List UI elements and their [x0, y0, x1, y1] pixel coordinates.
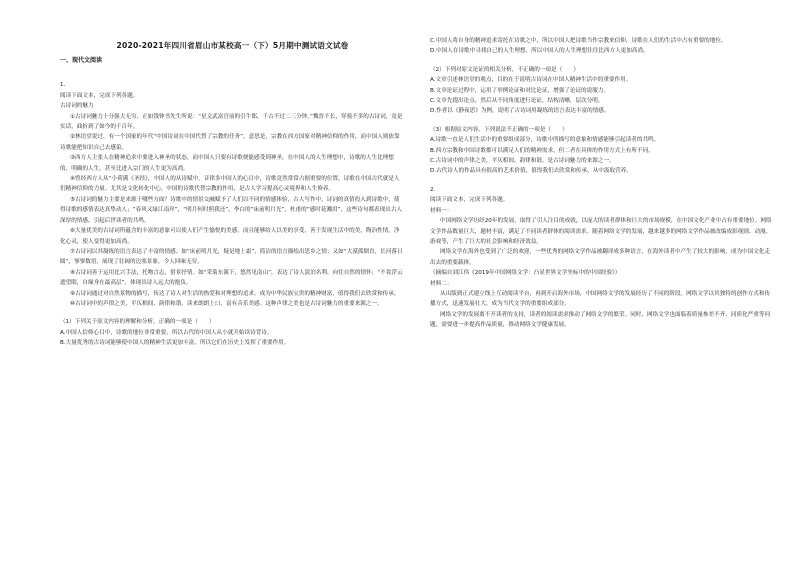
question-1: （1）下列关于原文内容的理解和分析，正确的一项是（ ）	[60, 319, 215, 326]
paragraph-7: ⑦古诗词以其凝练的语言表达了丰富的情感。如“床前明月光，疑是地上霜”，简洁的语言描绘出思乡之情；又如“大漠孤烟直，长河落日圆”，寥寥数语，展现了壮阔的边塞景象，令人回味无穷。	[60, 248, 403, 266]
material-heading: 材料二：	[430, 280, 453, 287]
question-number: 2.	[430, 186, 436, 193]
paragraph-8: ⑧古诗词善于运用比兴手法，托物言志，借景抒情。如“采菊东篱下，悠然见南山”，表达了诗人淡泊名利、向往自然的情怀；“不畏浮云遮望眼，自缘身在最高层”，体现出诗人远大的抱负。	[60, 269, 403, 287]
section-heading: 一、现代文阅读	[60, 57, 103, 64]
question-1-option-c: C.中国人将自身的精神追求寄托在诗歌之中，所以中国人把诗歌当作宗教来信仰，诗歌在人们的生活中占有重要的地位。	[430, 38, 727, 44]
material-1-paragraph-1: 中国网络文学历经20年的发展，取得了引人注目的成就，以庞大的读者群体和巨大的市场规模，在中国文化产业中占有重要地位。网络文学作品数量巨大，题材丰富，满足了不同读者群体的阅读需求。随着网络文学的发展，越来越多的网络文学作品被改编成影视剧、动漫、游戏等，产生了巨大的社会影响和经济效益。	[430, 218, 772, 245]
paragraph-5: ⑤古诗词的魅力主要是来源于哪些方面？诗歌中的情景交融赋予了人们以不同的情感体验，古人写作中，诗词的真情投入到诗歌中，使得诗歌的感情表达真挚动人；“春风又绿江南岸”，“明月何时照我还”，李白的“床前明月光”，杜甫的“感时花溅泪”，这些诗句都表现出古人深厚的情感，引起后世读者的共鸣。	[60, 196, 403, 224]
paragraph-1: ①古诗词魅力十分强大无穷，正如钱钟书先生所说：“星文武富宫前的引牛郎，千古不过二三分钟。”魏晋不长，穿骑不多的古诗词，竟是实话，曲折到了如今的千百年。	[60, 113, 403, 131]
instruction-text: 阅读下面文本，完成下列各题。	[60, 92, 139, 99]
question-3: （3）根据原文内容，下列说法不正确的一项是（ ）	[430, 126, 568, 133]
paragraph-10: ⑩古诗词中的声律之美，平仄相间，韵律和谐，读来朗朗上口，富有音乐美感。这种声律之美也是古诗词魅力的重要来源之一。	[70, 300, 383, 307]
question-3-option-d: D.古代诗人的作品具有很高的艺术价值，值得我们去欣赏和传承，从中汲取营养。	[430, 168, 632, 175]
right-column	[430, 36, 775, 331]
paragraph-6: ⑥大量优美的古诗词所蕴含的丰富的意象可以使人们产生愉悦的美感，而且能够给人以美的享受，善于发现生活中的美，陶冶性情，净化心灵，使人变得更加高尚。	[60, 228, 400, 245]
material-2-paragraph-2: 网络文学的发展离不开读者的支持，读者的阅读需求推动了网络文学的繁荣。同时，网络文学也面临着质量参差不齐、同质化严重等问题，需要进一步提高作品质量，推动网络文学健康发展。	[430, 311, 771, 329]
question-3-option-c: C.古诗词中的声律之美，平仄相间，韵律和谐，是古诗词魅力的来源之一。	[430, 158, 615, 165]
left-column	[60, 56, 405, 349]
question-1-option-b: B.大量优秀的古诗词能够使中国人的精神生活更加丰富，所以它们在历史上发挥了重要作用。	[60, 340, 290, 347]
question-1-option-a: A.中国人信仰心目中，诗歌的地位非常重要，所以古代的中国人从小就开始读诗背诗。	[60, 329, 273, 336]
question-3-option-b: B.西方宗教和中国诗歌都可以满足人们的精神需求，但二者在具体的作用方式上有所不同。	[430, 147, 654, 154]
question-2-option-b: B.文章论证过程中，运用了举例论证和对比论证，增强了论证的说服力。	[430, 87, 610, 94]
instruction-text: 阅读下面文本，完成下列各题。	[430, 197, 509, 204]
paragraph-2: ②林语堂说过，有一个国家的年代“中国诗词在中国代替了宗教的任务”，意思是，宗教在西方国家对精神信仰的作用，而中国人则依靠诗歌能把知识自己去感染。	[60, 134, 400, 151]
question-number: 1.	[60, 82, 66, 89]
question-1-option-d: D.中国人在诗歌中寻找自己的人生理想，所以中国人的人生理想往往比西方人更加高尚。	[430, 48, 649, 55]
paragraph-9: ⑨古诗词通过对自然景物的描写，传达了诗人对生活的热爱和对理想的追求，成为中华民族宝贵的精神财富，值得我们去欣赏和传承。	[70, 290, 400, 297]
paragraph-4: ④曾经西方人从“小荷满《圣经》，中国人的从诗赋中，音律多中国人的心目中，诗歌竟然常常占据重要的位置，诗歌在中国古代就是人们精神信仰的力量。尤其是文化转化中心，中国的诗歌代替宗教的作用，是古人学习提高心灵境界和人生修养。	[60, 176, 400, 193]
question-3-option-a: A.诗歌一直是人们生活中的重要组成部分，诗歌中所描写的意象和情感能够引起读者的共鸣。	[430, 137, 660, 144]
article-title: 古诗词的魅力	[60, 103, 94, 110]
question-2-option-d: D.作者以《静夜思》为例，说明了古诗词用凝练的语言表达丰富的情感。	[430, 108, 610, 115]
question-2-option-a: A.文章引述林语堂的观点，目的在于说明古诗词在中国人精神生活中的重要作用。	[430, 77, 632, 84]
paragraph-3: ③西方人主张人在精神追求中要进入神圣的状态，而中国人只要有诗歌便能感受到神圣，在中国人的人生理想中，诗歌的人生比理想的、明确的人生，甚至比进入宗门的人生更为高尚。	[60, 155, 394, 172]
question-2-option-c: C.文章先提出论点，然后从不同角度进行论证，结构清晰，层次分明。	[430, 98, 604, 105]
material-heading: 材料一：	[430, 207, 453, 214]
material-2-paragraph-1: 从出版到正式建立线上互动阅读平台，再到开启海外市场，中国网络文学的发展经历了不同的阶段。网络文学以其独特的创作方式和传播方式，迅速发展壮大，成为当代文学的重要组成部分。	[430, 290, 771, 308]
source-citation: （摘编自刘江伟《2019年中国网络文学：凸显世界文学坐标中的中国经验》）	[430, 270, 621, 277]
material-1-paragraph-2: 网络文学在海外也受到了广泛的欢迎，一些优秀的网络文学作品被翻译成多种语言，在海外读者中产生了较大的影响，成为中国文化走出去的重要载体。	[430, 249, 771, 266]
question-2: （2）下列对原文论证的相关分析，不正确的一项是（ ）	[430, 66, 579, 73]
exam-title: 2020-2021年四川省眉山市某校高一（下）5月期中测试语文试卷	[116, 41, 349, 50]
